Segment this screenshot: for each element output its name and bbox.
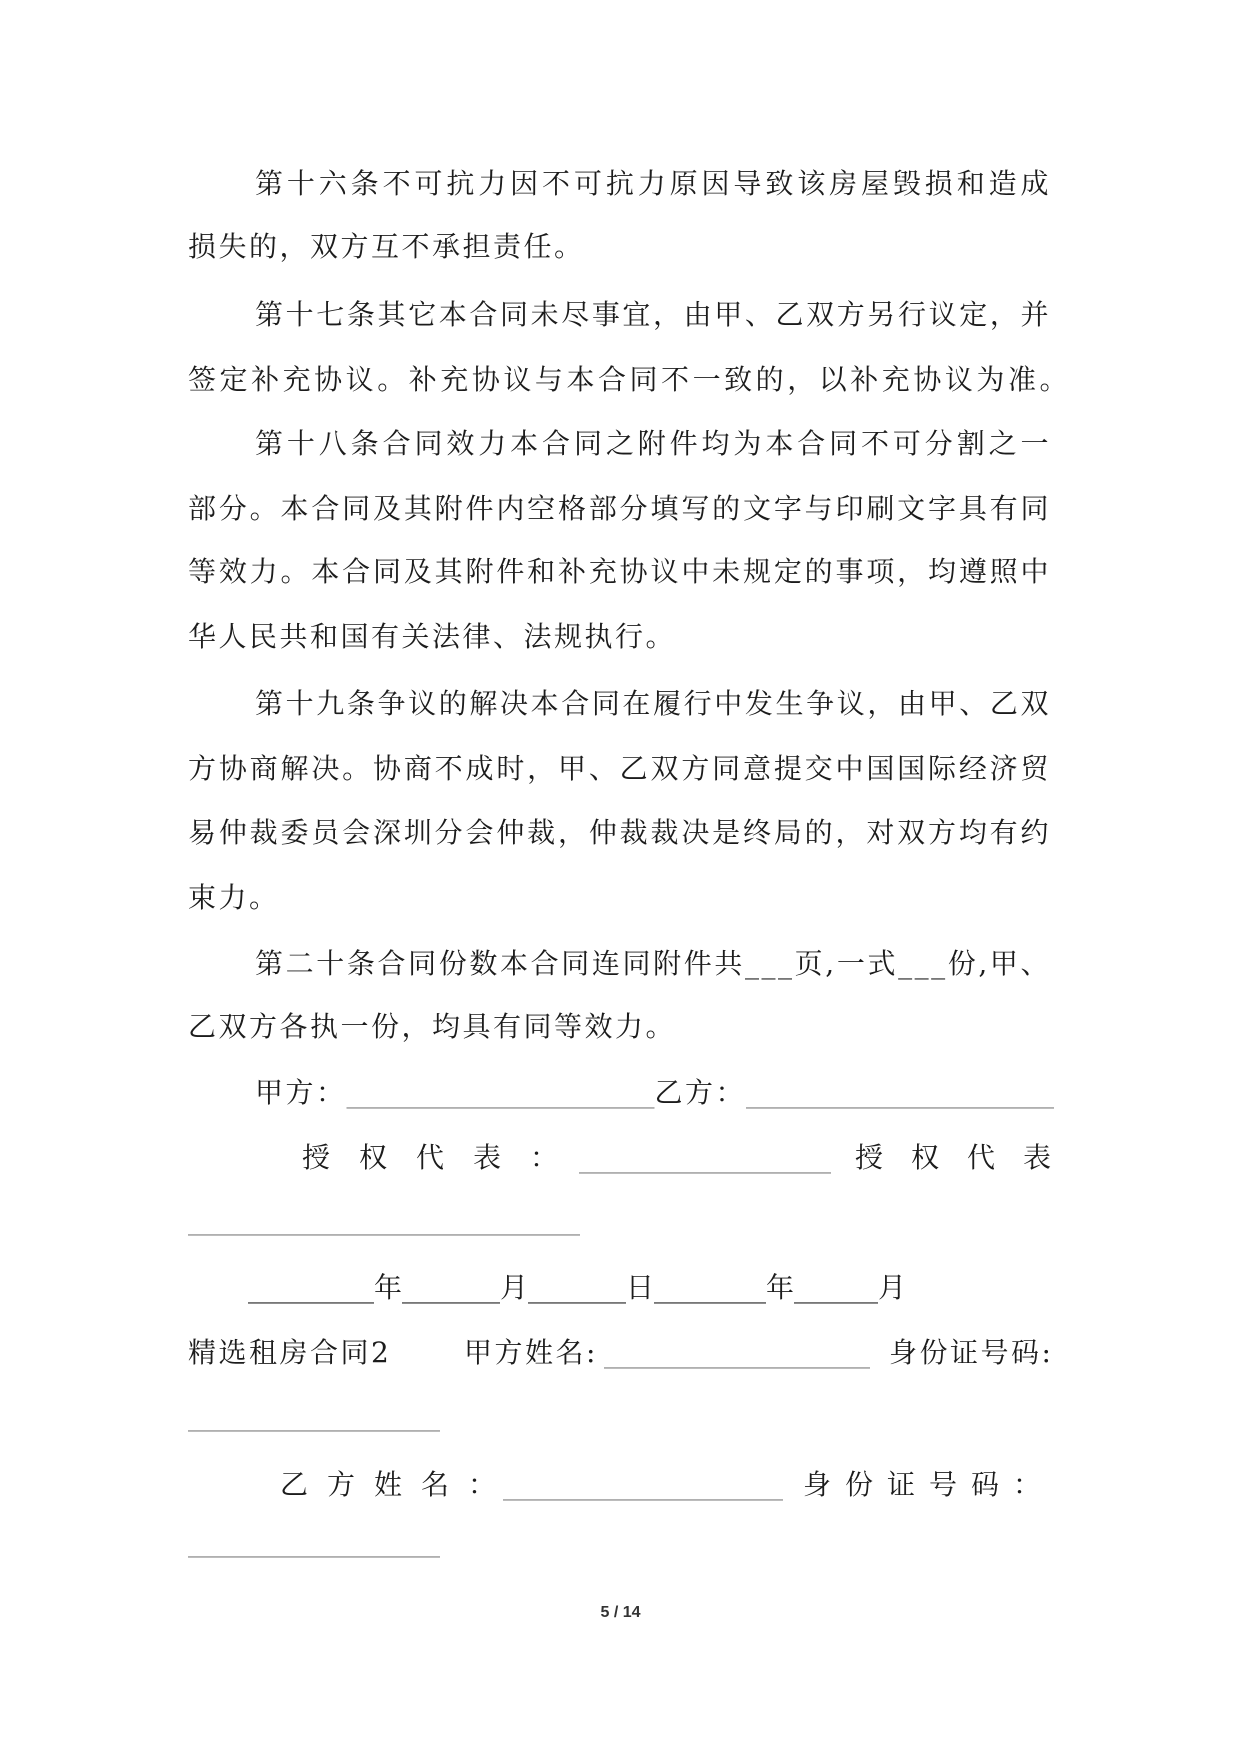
article-18-line: 华人民共和国有关法律、法规执行。 (188, 620, 677, 653)
article-19-line: 第十九条争议的解决本合同在履行中发生争议，由甲、乙双 (255, 687, 1051, 720)
party-a-representative-label: 授权代表： (302, 1141, 588, 1174)
article-19-line: 束力。 (188, 881, 280, 914)
article-19-line: 易仲裁委员会深圳分会仲裁，仲裁裁决是终局的，对双方均有约 (188, 816, 1051, 849)
party-signature-row (255, 1073, 1054, 1113)
party-b-id-blank: __________________ (188, 1525, 440, 1558)
party-b-label: 乙方： (654, 1076, 747, 1109)
party-a-label: 甲方： (255, 1076, 347, 1109)
party-a-name-label: 甲方姓名: (464, 1336, 598, 1369)
article-20-line: 乙双方各执一份，均具有同等效力。 (188, 1010, 677, 1043)
article-18-line: 第十八条合同效力本合同之附件均为本合同不可分割之一 (255, 427, 1051, 460)
article-18-line: 等效力。本合同及其附件和补充协议中未规定的事项，均遵照中 (188, 555, 1051, 588)
signing-date-line: _________年_______月_______日________年______月 (248, 1271, 907, 1304)
party-b-name-label: 乙方姓名： (280, 1468, 516, 1501)
party-b-signature-blank: ______________________ (746, 1076, 1055, 1109)
article-16-line: 第十六条不可抗力因不可抗力原因导致该房屋毁损和造成 (255, 167, 1051, 200)
party-a-id-blank: __________________ (188, 1399, 440, 1432)
representative-row (0, 1138, 1241, 1178)
article-17-line: 签定补充协议。补充协议与本合同不一致的，以补充协议为准。 (188, 363, 1070, 396)
party-a-name-blank: ___________________ (604, 1336, 870, 1369)
party-b-id-label: 身份证号码： (803, 1468, 1056, 1501)
party-b-name-blank: ____________________ (503, 1468, 783, 1501)
contract-2-party-b-row (0, 1465, 1241, 1505)
party-a-signature-blank: ______________________ (346, 1076, 655, 1109)
party-b-representative-blank: ____________________________ (188, 1203, 580, 1236)
party-b-representative-label: 授权代表 (855, 1141, 1080, 1174)
page-number: 5 / 14 (600, 1604, 641, 1621)
article-20-line: 第二十条合同份数本合同连同附件共___页,一式___份,甲、 (255, 947, 1051, 980)
article-17-line: 第十七条其它本合同未尽事宜，由甲、乙双方另行议定，并 (255, 298, 1051, 331)
article-19-line: 方协商解决。协商不成时，甲、乙双方同意提交中国国际经济贸 (188, 752, 1051, 785)
party-a-representative-blank: __________________ (579, 1141, 831, 1174)
contract-2-title: 精选租房合同2 (188, 1336, 392, 1369)
party-a-id-label: 身份证号码: (889, 1336, 1054, 1369)
article-16-line: 损失的，双方互不承担责任。 (188, 230, 585, 263)
contract-2-party-a-row (0, 1333, 1241, 1373)
article-18-line: 部分。本合同及其附件内空格部分填写的文字与印刷文字具有同 (188, 492, 1051, 525)
